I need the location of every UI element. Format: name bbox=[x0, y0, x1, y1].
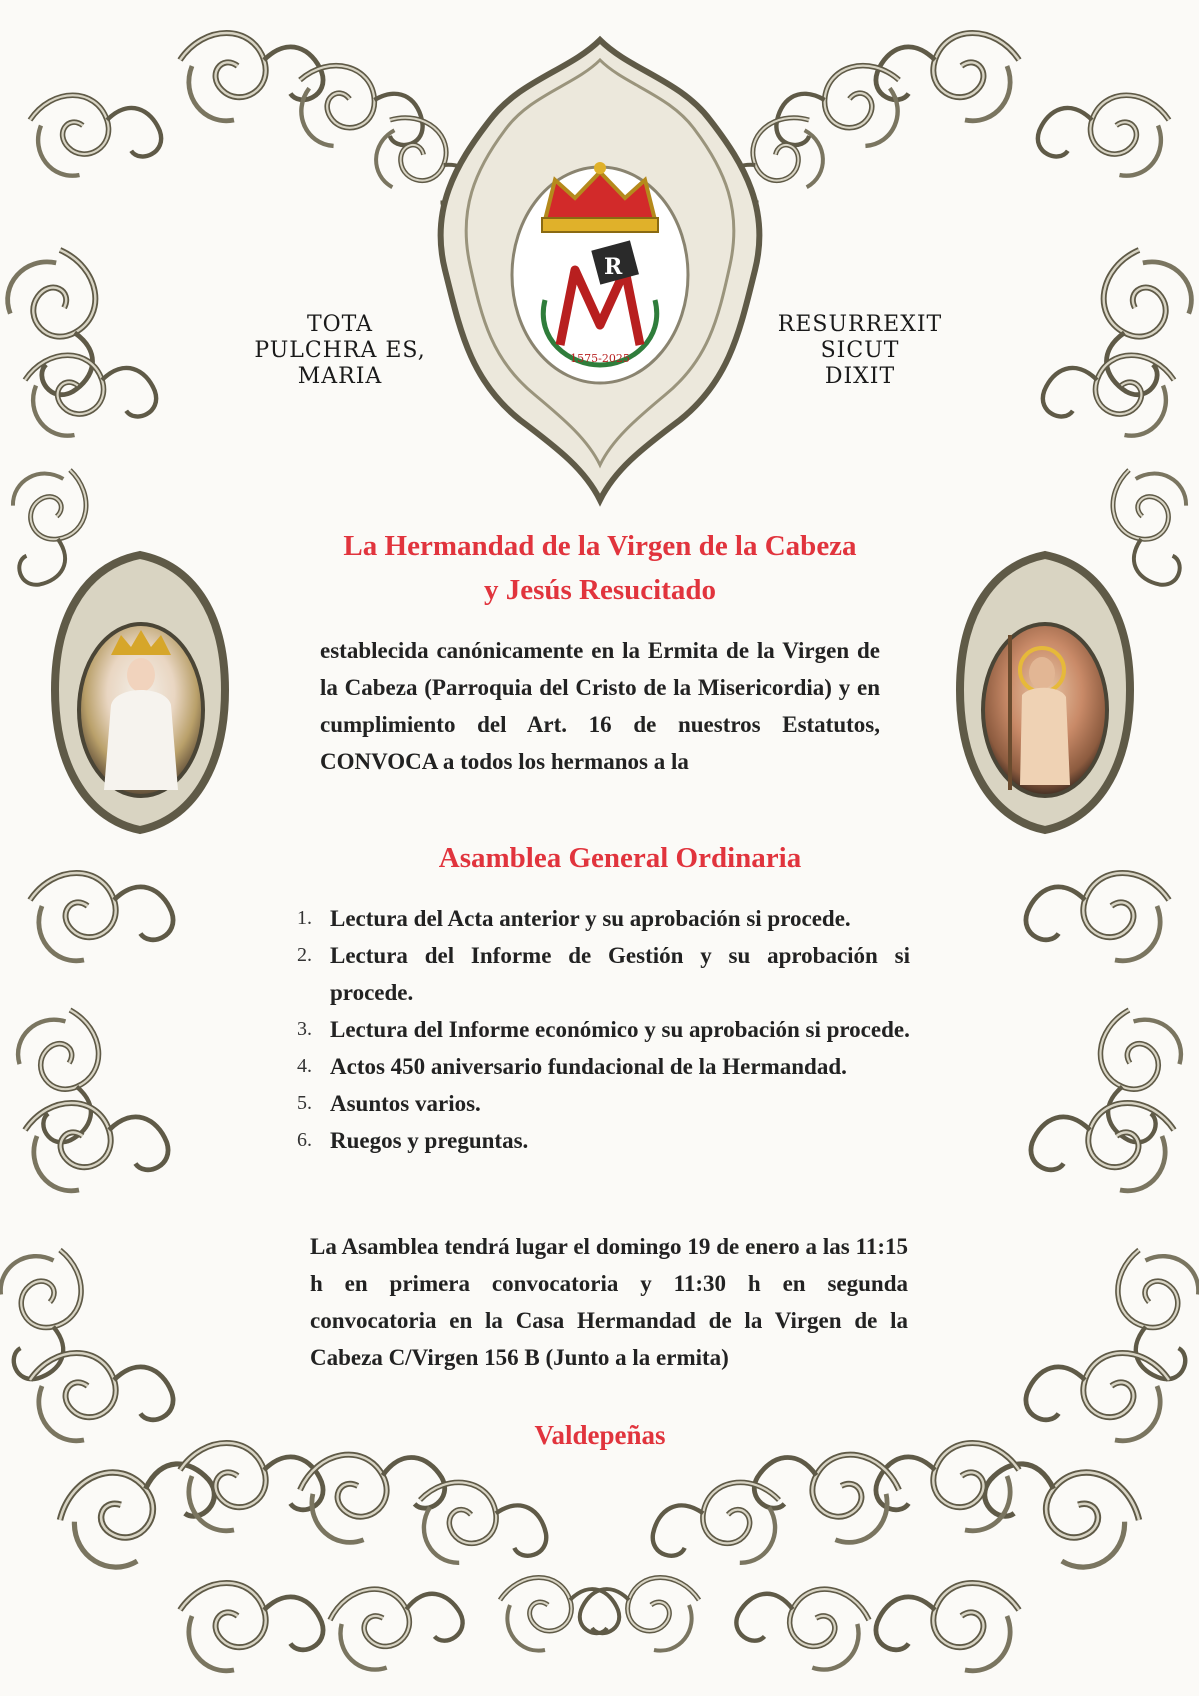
motto-left-line: TOTA bbox=[306, 312, 374, 337]
motto-right-line: DIXIT bbox=[824, 364, 896, 389]
title-line-2: y Jesús Resucitado bbox=[483, 574, 716, 606]
motto-right bbox=[760, 312, 960, 390]
agenda-item bbox=[297, 937, 910, 1011]
brotherhood-seal bbox=[500, 150, 700, 390]
agenda-number: 2. bbox=[297, 944, 312, 966]
seal-monogram: R bbox=[604, 254, 623, 280]
agenda-item bbox=[297, 1085, 910, 1122]
agenda-number: 3. bbox=[297, 1018, 312, 1040]
motto-left bbox=[240, 312, 440, 390]
agenda-list bbox=[297, 900, 910, 1159]
seal-years: 1575-2025 bbox=[570, 352, 630, 365]
agenda-number: 5. bbox=[297, 1092, 312, 1114]
agenda-text: Lectura del Informe de Gestión y su aprobación si procede. bbox=[330, 943, 910, 1005]
agenda-item bbox=[297, 1011, 910, 1048]
motto-right-line: RESURREXIT bbox=[777, 312, 943, 337]
agenda-text: Lectura del Informe económico y su aprobación si procede. bbox=[330, 1017, 910, 1042]
motto-left-line: PULCHRA ES, bbox=[254, 338, 426, 363]
agenda-number: 4. bbox=[297, 1055, 312, 1077]
agenda-item bbox=[297, 1048, 910, 1085]
risen-christ-image bbox=[970, 615, 1120, 805]
motto-right-line: SICUT bbox=[820, 338, 900, 363]
agenda-text: Actos 450 aniversario fundacional de la Hermandad. bbox=[330, 1054, 847, 1079]
title-line-1: La Hermandad de la Virgen de la Cabeza bbox=[343, 530, 857, 562]
virgin-image bbox=[66, 615, 216, 805]
motto-left-line: MARIA bbox=[297, 364, 383, 389]
agenda-item bbox=[297, 1122, 910, 1159]
place-name: Valdepeñas bbox=[534, 1420, 666, 1450]
details-paragraph: La Asamblea tendrá lugar el domingo 19 de enero a las 11:15 h en primera convocatoria y 11:30 h en segunda convocatoria en la Casa Hermandad de la Virgen de la Cabeza C/Virgen 156 B (Junto a la ermita) bbox=[310, 1234, 908, 1370]
agenda-text: Lectura del Acta anterior y su aprobación si procede. bbox=[330, 906, 851, 931]
assembly-title: Asamblea General Ordinaria bbox=[438, 842, 802, 874]
intro-paragraph: establecida canónicamente en la Ermita de la Virgen de la Cabeza (Parroquia del Cristo de la Misericordia) y en cumplimiento del Art. 16 de nuestros Estatutos, CONVOCA a todos los hermanos a la bbox=[320, 638, 880, 774]
agenda-text: Asuntos varios. bbox=[330, 1091, 481, 1116]
agenda-number: 1. bbox=[297, 907, 312, 929]
crown-icon bbox=[542, 162, 658, 232]
agenda-number: 6. bbox=[297, 1129, 312, 1151]
agenda-item bbox=[297, 900, 910, 937]
agenda-text: Ruegos y preguntas. bbox=[330, 1128, 529, 1153]
